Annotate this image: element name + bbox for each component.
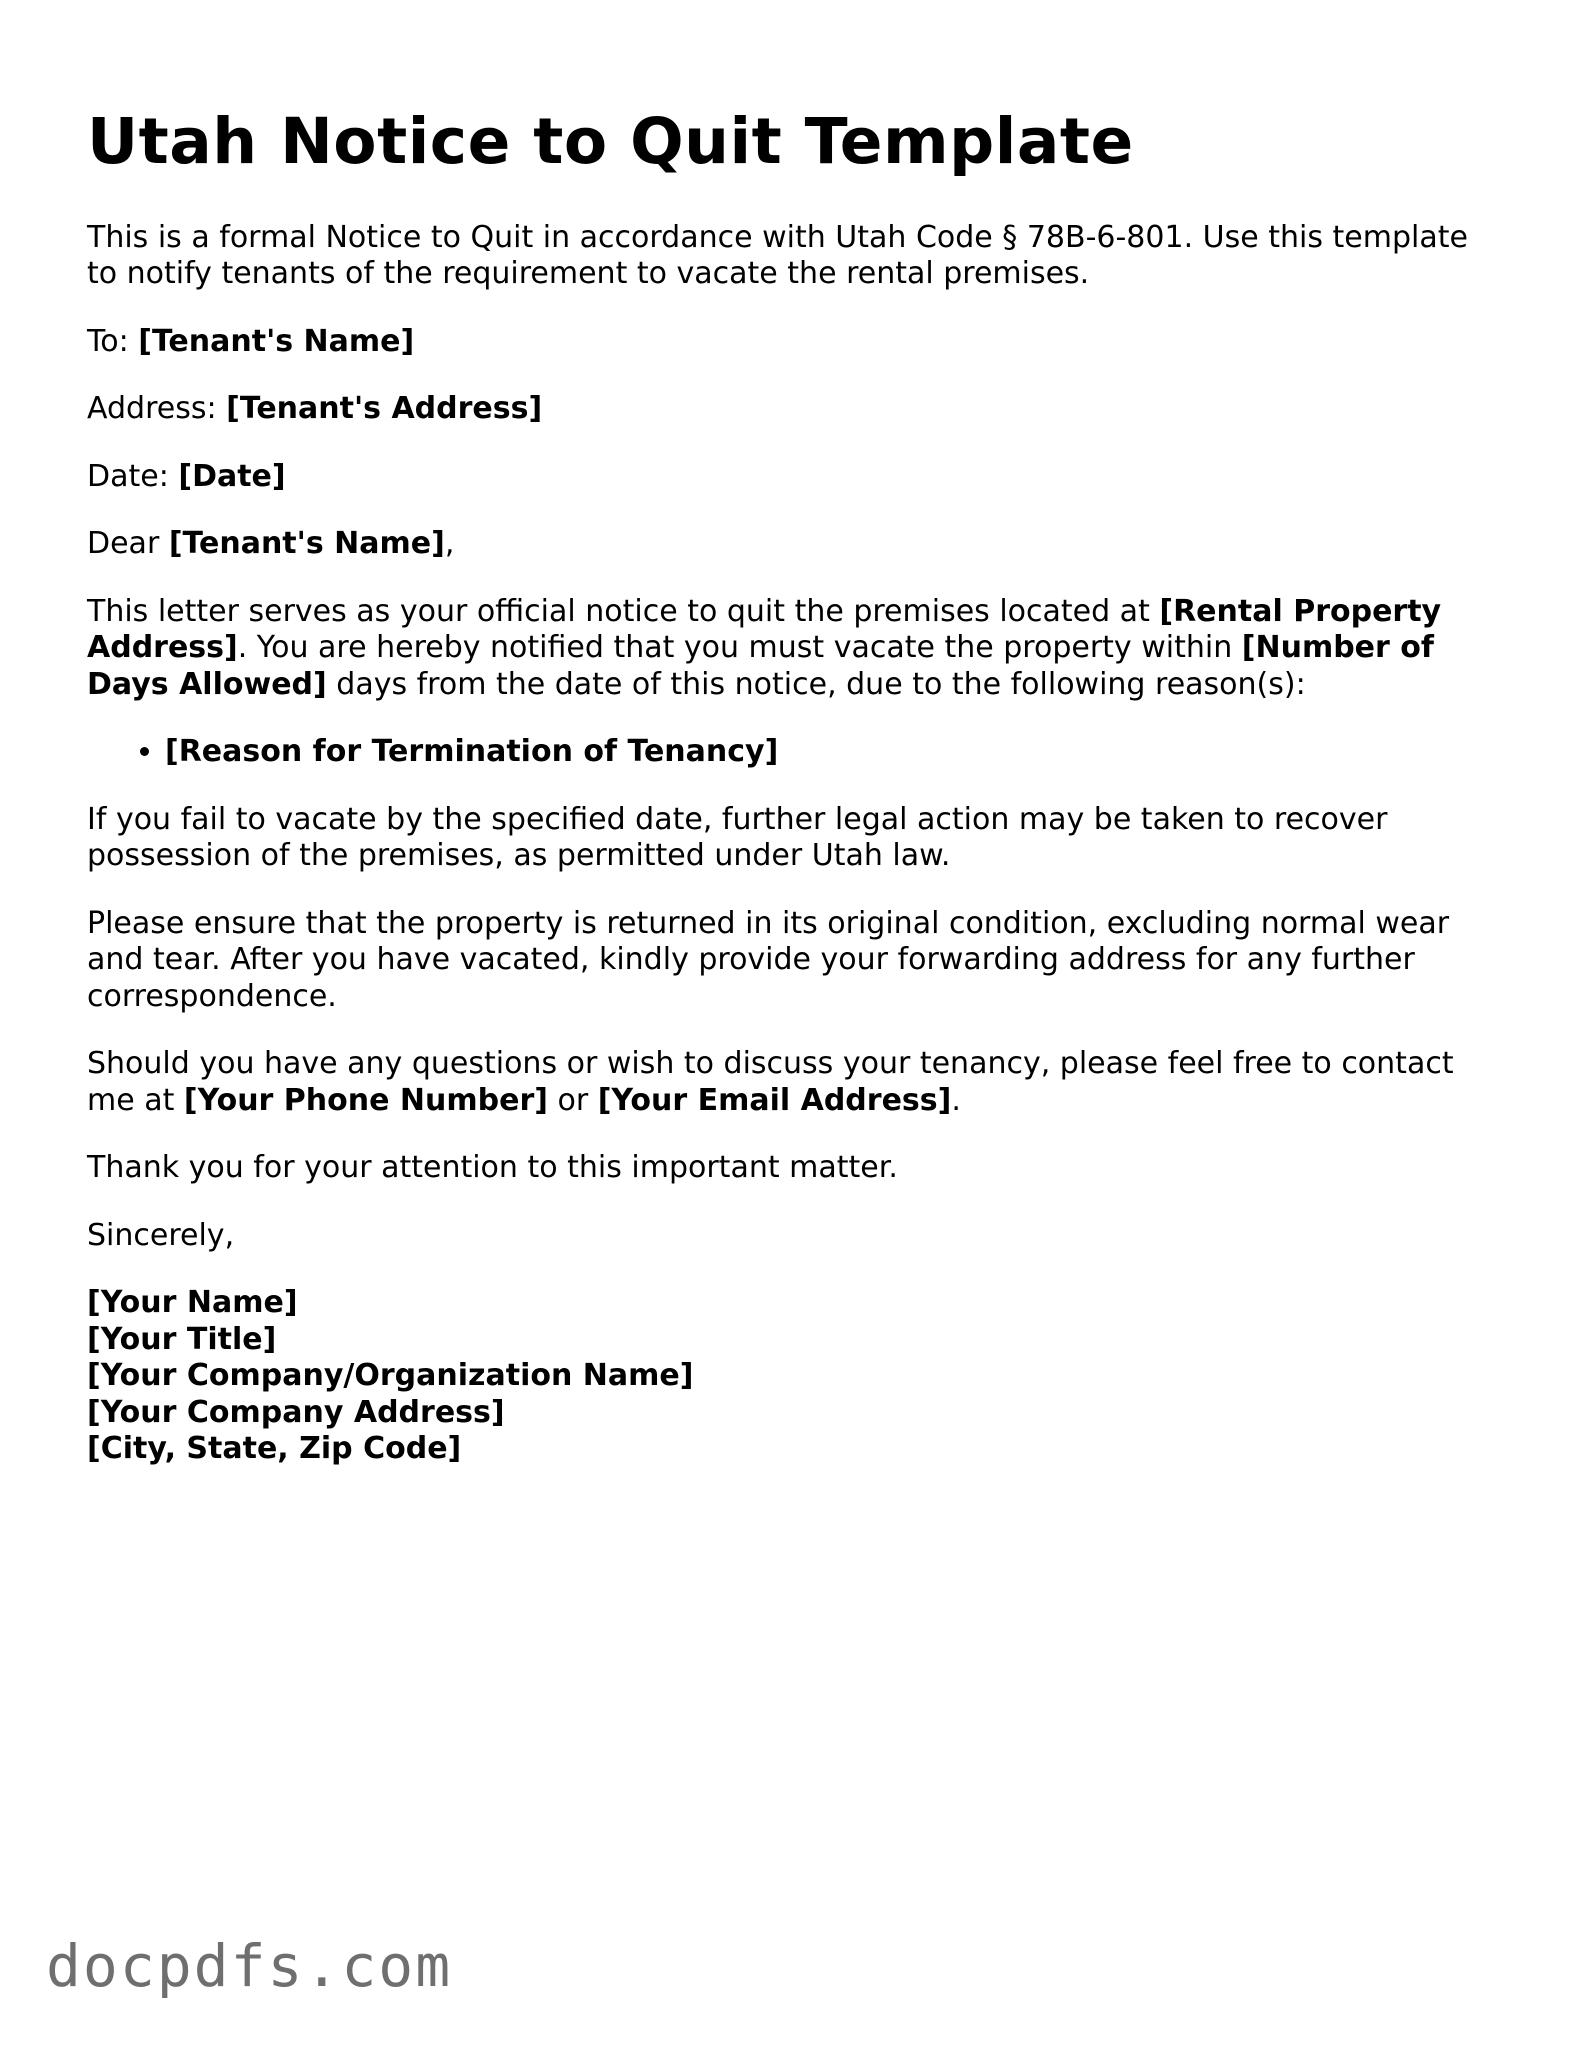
reasons-list: [87, 734, 1507, 771]
salutation-name: [Tenant's Name]: [168, 526, 445, 562]
closing-line: Sincerely,: [87, 1217, 235, 1253]
notice-text-2: . You are hereby notified that you must vacate the property within: [237, 630, 1242, 666]
signature-city-state-zip: [City, State, Zip Code]: [87, 1431, 462, 1467]
phone-number: [Your Phone Number]: [183, 1082, 548, 1118]
salutation-prefix: Dear: [87, 526, 169, 562]
to-value: [Tenant's Name]: [138, 323, 415, 359]
to-line: [87, 324, 1507, 361]
rental-property-address: [Rental Property Address]: [87, 593, 1442, 666]
signature-block: [87, 1285, 1507, 1468]
condition-paragraph: Please ensure that the property is returned in its original condition, excluding normal wear and tear. After you have vacated, kindly provide your forwarding address for any further correspondence.: [87, 905, 1450, 1014]
reason-text: [Reason for Termination of Tenancy]: [165, 734, 779, 770]
document-page: [87, 104, 1507, 1499]
salutation-suffix: ,: [444, 526, 455, 562]
watermark: docpdfs.com: [46, 1932, 453, 2000]
list-item: [165, 734, 1507, 771]
date-label: Date:: [87, 458, 179, 494]
intro-paragraph: This is a formal Notice to Quit in accordance with Utah Code § 78B-6-801. Use this template to notify tenants of the requirement to vacate the rental premises.: [87, 219, 1468, 292]
number-of-days: [Number of Days Allowed]: [87, 630, 1434, 702]
address-value: [Tenant's Address]: [226, 391, 543, 427]
signature-company: [Your Company/Organization Name]: [87, 1358, 694, 1394]
contact-paragraph: [87, 1046, 1507, 1119]
legal-action-paragraph: If you fail to vacate by the specified date, further legal action may be taken to recover possession of the premises, as permitted under Utah law.: [87, 801, 1388, 874]
address-line: [87, 391, 1507, 428]
signature-company-address: [Your Company Address]: [87, 1394, 505, 1430]
date-line: [87, 459, 1507, 496]
thanks-paragraph: Thank you for your attention to this important matter.: [87, 1150, 898, 1186]
signature-name: [Your Name]: [87, 1285, 298, 1321]
contact-text-1: Should you have any questions or wish to discuss your tenancy, please feel free to contact me at: [87, 1046, 1454, 1118]
contact-text-3: .: [951, 1082, 961, 1118]
email-address: [Your Email Address]: [597, 1082, 952, 1118]
page-title: Utah Notice to Quit Template: [87, 105, 1134, 178]
contact-text-2: or: [547, 1082, 598, 1118]
date-value: [Date]: [178, 458, 286, 494]
notice-text-3: days from the date of this notice, due to the following reason(s):: [326, 666, 1306, 702]
to-label: To:: [87, 323, 139, 359]
notice-paragraph: [87, 594, 1507, 704]
notice-text-1: This letter serves as your official notice to quit the premises located at: [87, 593, 1160, 629]
signature-title: [Your Title]: [87, 1321, 277, 1357]
salutation-line: [87, 526, 1507, 563]
address-label: Address:: [87, 391, 227, 427]
